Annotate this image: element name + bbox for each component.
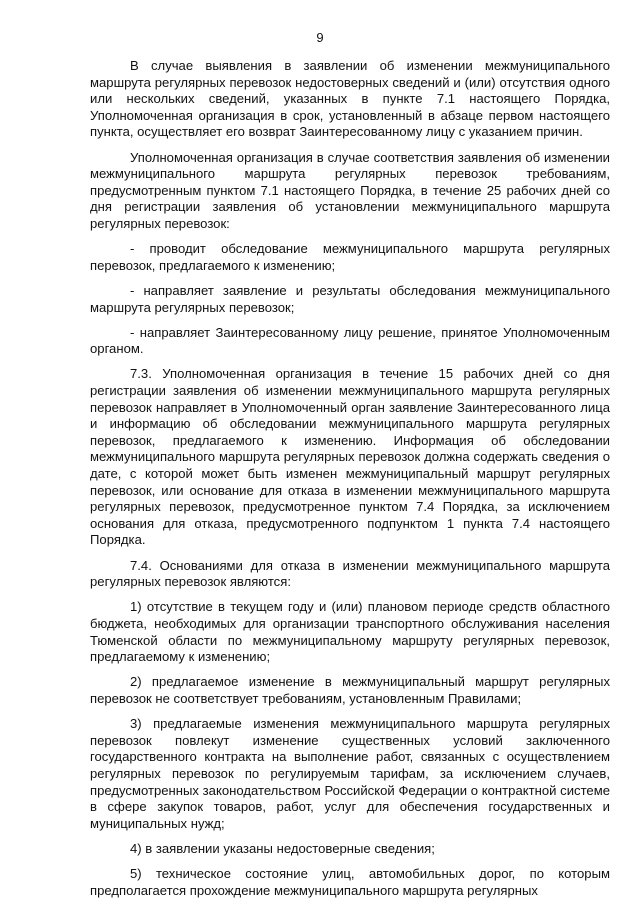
paragraph: 7.4. Основаниями для отказа в изменении межмуниципального маршрута регулярных перевозок являются:	[90, 557, 610, 590]
paragraph: 1) отсутствие в текущем году и (или) плановом периоде средств областного бюджета, необходимых для организации транспортного обслуживания населения Тюменской области по межмуниципальному маршруту регулярных перевозок, предлагаемому к изменению;	[90, 599, 610, 665]
paragraph: В случае выявления в заявлении об изменении межмуниципального маршрута регулярных перевозок недостоверных сведений и (или) отсутствия одного или нескольких сведений, указанных в пункте 7.1 настоящего Порядка, Уполномоченная организация в срок, установленный в абзаце первом настоящего пункта, осуществляет его возврат Заинтересованному лицу с указанием причин.	[90, 58, 610, 140]
paragraph: Уполномоченная организация в случае соответствия заявления об изменении межмуниципального маршрута регулярных перевозок требованиям, предусмотренным пунктом 7.1 настоящего Порядка, в течение 25 рабочих дней со дня регистрации заявления об установлении межмуниципального маршрута регулярных перевозок:	[90, 149, 610, 231]
paragraph: - направляет заявление и результаты обследования межмуниципального маршрута регулярных перевозок;	[90, 282, 610, 315]
paragraph: - направляет Заинтересованному лицу решение, принятое Уполномоченным органом.	[90, 324, 610, 357]
paragraph: - проводит обследование межмуниципального маршрута регулярных перевозок, предлагаемого к изменению;	[90, 241, 610, 273]
paragraph: 5) техническое состояние улиц, автомобильных дорог, по которым предполагается прохождение межмуниципального маршрута регулярных	[90, 866, 610, 898]
paragraph: 4) в заявлении указаны недостоверные сведения;	[130, 840, 435, 856]
document-body	[90, 58, 610, 908]
paragraph: 7.3. Уполномоченная организация в течение 15 рабочих дней со дня регистрации заявления об изменении межмуниципального маршрута регулярных перевозок направляет в Уполномоченный орган заявление Заинтересованного лица и информацию об обследовании межмуниципального маршрута регулярных перевозок, предлагаемого к изменению. Информация об обследовании межмуниципального маршрута регулярных перевозок должна содержать сведения о дате, с которой может быть изменен межмуниципальный маршрут регулярных перевозок, или основание для отказа в изменении межмуниципального маршрута регулярных перевозок, предусмотренное пунктом 7.4 Порядка, за исключением основания для отказа, предусмотренного подпунктом 1 пункта 7.4 настоящего Порядка.	[90, 366, 610, 548]
page-number: 9	[316, 30, 324, 45]
paragraph: 2) предлагаемое изменение в межмуниципальный маршрут регулярных перевозок не соответствует требованиям, установленным Правилами;	[90, 674, 610, 706]
paragraph: 3) предлагаемые изменения межмуниципального маршрута регулярных перевозок повлекут изменение существенных условий заключенного государственного контракта на выполнение работ, связанных с осуществлением регулярных перевозок по регулируемым тарифам, за исключением случаев, предусмотренных законодательством Российской Федерации о контрактной системе в сфере закупок товаров, работ, услуг для обеспечения государственных и муниципальных нужд;	[90, 716, 610, 831]
